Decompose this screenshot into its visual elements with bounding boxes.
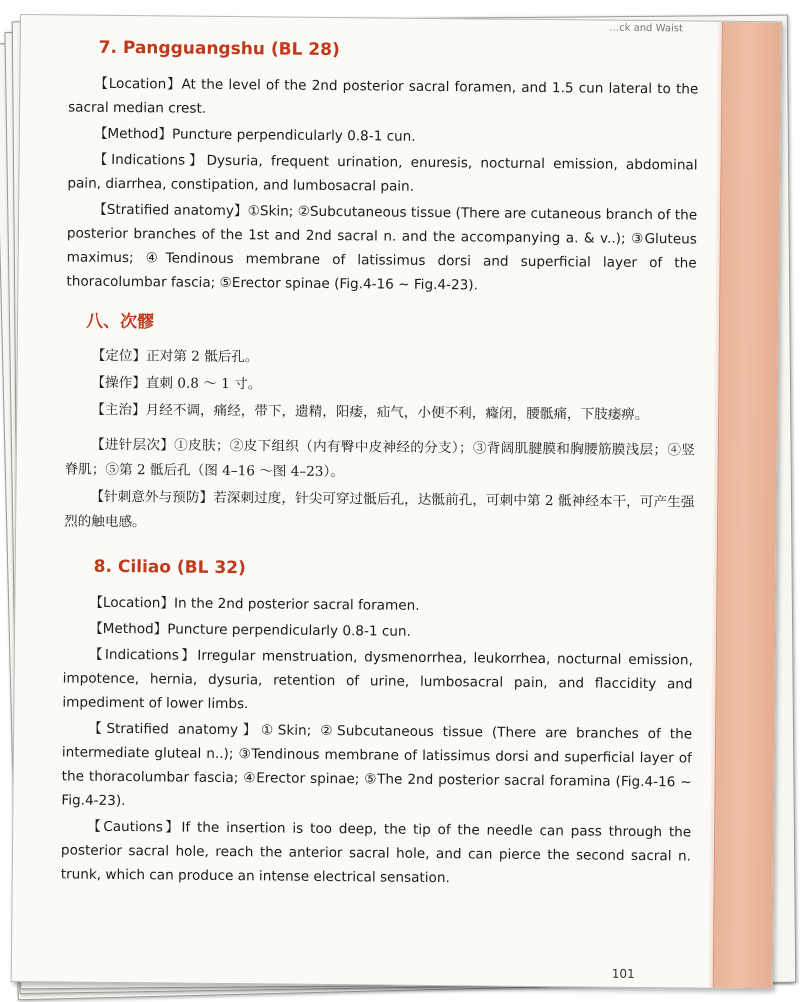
bl28-indications: 【Indications】Dysuria, frequent urination, enuresis, nocturnal emission, abdominal pain, diarrhea, constipation, and lumbosacral pain.: [67, 151, 698, 195]
bl32-cautions: 【Cautions】If the insertion is too deep, the tip of the needle can pass through the posterior sacral hole, reach the anterior sacral hole, and can pierce the second sacral n. trunk, which can produce an intense electrical sensation.: [60, 818, 692, 887]
section-heading-bl28: 7. Pangguangshu (BL 28): [98, 37, 340, 61]
bl32-method: 【Method】Puncture perpendicularly 0.8-1 cun.: [89, 620, 411, 640]
bl28-location: 【Location】At the level of the 2nd posterior sacral foramen, and 1.5 cun lateral to the sacral median crest.: [68, 75, 699, 117]
book-page: [11, 14, 782, 989]
cn-method: 【操作】直刺 0.8 ～ 1 寸。: [91, 374, 262, 393]
section-heading-ciliao-cn: 八、次髎: [85, 311, 155, 333]
bl32-indications: 【Indications】Irregular menstruation, dysmenorrhea, leukorrhea, nocturnal emission, impotence, hernia, dysuria, retention of urine, lumbosacral pain, and flaccidity and impediment of lower limbs.: [62, 646, 693, 713]
page-content: [60, 22, 699, 892]
bl32-location: 【Location】In the 2nd posterior sacral foramen.: [89, 594, 420, 614]
bl28-method: 【Method】Puncture perpendicularly 0.8-1 cun.: [93, 125, 416, 145]
cn-indications: 【主治】月经不调，痛经，带下，遗精，阳痿，疝气，小便不利，癃闭，腰骶痛，下肢痿痹。: [91, 401, 649, 424]
cn-cautions: 【针刺意外与预防】若深刺过度，针尖可穿过骶后孔，达骶前孔，可刺中第 2 骶神经本干，可产生强烈的触电感。: [64, 488, 695, 531]
cn-location: 【定位】正对第 2 骶后孔。: [91, 347, 259, 366]
running-head: …ck and Waist: [609, 22, 683, 35]
page-number: 101: [611, 966, 635, 981]
cn-anatomy: 【进针层次】①皮肤；②皮下组织（内有臀中皮神经的分支）；③背阔肌腱膜和胸腰筋膜浅层；④竖脊肌；⑤第 2 骶后孔（图 4–16 ～图 4–23）。: [64, 436, 695, 481]
page-edge-thumb-tab: [713, 22, 781, 989]
section-heading-bl32: 8. Ciliao (BL 32): [93, 556, 246, 579]
bl32-anatomy: 【Stratified anatomy】①Skin; ②Subcutaneous tissue (There are branches of the intermediate gluteal n..); ③Tendinous membrane of latissimus dorsi and superficial layer of the thoracolumbar fascia; ④Erector spinae; ⑤The 2nd posterior sacral foramina (Fig.4-16 ~ Fig.4-23).: [61, 720, 693, 810]
bl28-anatomy: 【Stratified anatomy】①Skin; ②Subcutaneous tissue (There are cutaneous branch of the posterior branches of the 1st and 2nd sacral n. and the accompanying a. & v..); ③Gluteus maximus; ④Tendinous membrane of latissimus dorsi and superficial layer of the thoracolumbar fascia; ⑤Erector spinae (Fig.4-16 ~ Fig.4-23).: [66, 201, 698, 294]
